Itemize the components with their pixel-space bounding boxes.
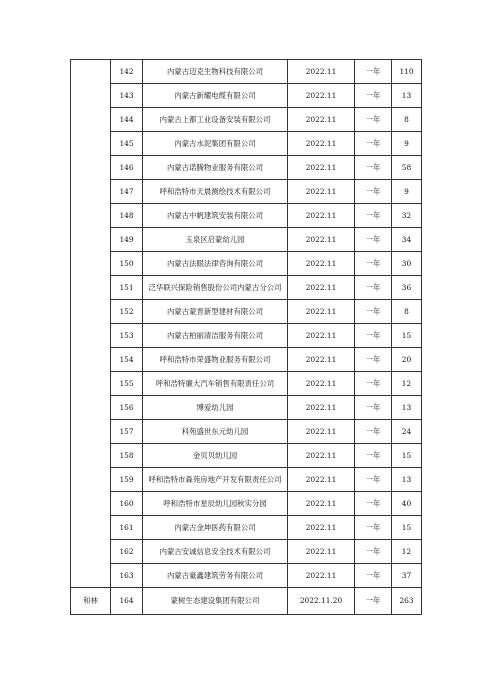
company-name-cell: 呼和浩特市星辰幼儿园秋实分园 bbox=[143, 492, 288, 516]
count-cell: 12 bbox=[392, 540, 422, 564]
row-number-cell: 145 bbox=[111, 132, 143, 156]
company-name-cell: 内蒙古豪鑫建筑劳务有限公司 bbox=[143, 564, 288, 588]
row-number-cell: 151 bbox=[111, 276, 143, 300]
count-cell: 13 bbox=[392, 84, 422, 108]
period-cell: 一年 bbox=[355, 492, 392, 516]
region-cell bbox=[71, 60, 111, 588]
period-cell: 一年 bbox=[355, 516, 392, 540]
table-row bbox=[71, 324, 422, 348]
company-name-cell: 蒙树生态建设集团有限公司 bbox=[143, 588, 288, 615]
count-cell: 15 bbox=[392, 516, 422, 540]
row-number-cell: 147 bbox=[111, 180, 143, 204]
table-row bbox=[71, 516, 422, 540]
table-row bbox=[71, 588, 422, 615]
date-cell: 2022.11 bbox=[288, 540, 355, 564]
company-name-cell: 内蒙古法眼法律咨询有限公司 bbox=[143, 252, 288, 276]
period-cell: 一年 bbox=[355, 540, 392, 564]
certification-table bbox=[70, 59, 422, 615]
row-number-cell: 158 bbox=[111, 444, 143, 468]
row-number-cell: 143 bbox=[111, 84, 143, 108]
company-name-cell: 内蒙古蒙晋新型建材有限公司 bbox=[143, 300, 288, 324]
table-row bbox=[71, 156, 422, 180]
period-cell: 一年 bbox=[355, 324, 392, 348]
row-number-cell: 161 bbox=[111, 516, 143, 540]
table-row bbox=[71, 252, 422, 276]
row-number-cell: 153 bbox=[111, 324, 143, 348]
company-name-cell: 泛华联兴保险销售股份公司内蒙古分公司 bbox=[143, 276, 288, 300]
count-cell: 8 bbox=[392, 300, 422, 324]
table-row bbox=[71, 108, 422, 132]
table-row bbox=[71, 564, 422, 588]
row-number-cell: 144 bbox=[111, 108, 143, 132]
table-row bbox=[71, 276, 422, 300]
date-cell: 2022.11 bbox=[288, 348, 355, 372]
date-cell: 2022.11 bbox=[288, 108, 355, 132]
company-name-cell: 呼和浩特市荣盛物业服务有限公司 bbox=[143, 348, 288, 372]
count-cell: 9 bbox=[392, 132, 422, 156]
table-row bbox=[71, 348, 422, 372]
count-cell: 263 bbox=[392, 588, 422, 615]
row-number-cell: 157 bbox=[111, 420, 143, 444]
period-cell: 一年 bbox=[355, 228, 392, 252]
date-cell: 2022.11 bbox=[288, 300, 355, 324]
table-row bbox=[71, 132, 422, 156]
count-cell: 12 bbox=[392, 372, 422, 396]
date-cell: 2022.11 bbox=[288, 324, 355, 348]
company-name-cell: 内蒙古迈克生物科技有限公司 bbox=[143, 60, 288, 84]
company-name-cell: 呼和浩特市森苑房地产开发有限责任公司 bbox=[143, 468, 288, 492]
date-cell: 2022.11 bbox=[288, 396, 355, 420]
row-number-cell: 155 bbox=[111, 372, 143, 396]
table-row bbox=[71, 396, 422, 420]
date-cell: 2022.11 bbox=[288, 492, 355, 516]
date-cell: 2022.11 bbox=[288, 276, 355, 300]
row-number-cell: 142 bbox=[111, 60, 143, 84]
date-cell: 2022.11 bbox=[288, 444, 355, 468]
period-cell: 一年 bbox=[355, 588, 392, 615]
company-name-cell: 金贝贝幼儿园 bbox=[143, 444, 288, 468]
row-number-cell: 152 bbox=[111, 300, 143, 324]
company-name-cell: 内蒙古上都工业设备安装有限公司 bbox=[143, 108, 288, 132]
period-cell: 一年 bbox=[355, 348, 392, 372]
period-cell: 一年 bbox=[355, 396, 392, 420]
date-cell: 2022.11 bbox=[288, 180, 355, 204]
period-cell: 一年 bbox=[355, 60, 392, 84]
count-cell: 13 bbox=[392, 396, 422, 420]
company-name-cell: 内蒙古金坤医药有限公司 bbox=[143, 516, 288, 540]
period-cell: 一年 bbox=[355, 420, 392, 444]
company-name-cell: 内蒙古水泥集团有限公司 bbox=[143, 132, 288, 156]
row-number-cell: 146 bbox=[111, 156, 143, 180]
period-cell: 一年 bbox=[355, 108, 392, 132]
count-cell: 40 bbox=[392, 492, 422, 516]
company-name-cell: 内蒙古新耀电缆有限公司 bbox=[143, 84, 288, 108]
date-cell: 2022.11 bbox=[288, 564, 355, 588]
count-cell: 58 bbox=[392, 156, 422, 180]
count-cell: 30 bbox=[392, 252, 422, 276]
period-cell: 一年 bbox=[355, 300, 392, 324]
count-cell: 37 bbox=[392, 564, 422, 588]
row-number-cell: 162 bbox=[111, 540, 143, 564]
period-cell: 一年 bbox=[355, 204, 392, 228]
period-cell: 一年 bbox=[355, 564, 392, 588]
date-cell: 2022.11.20 bbox=[288, 588, 355, 615]
row-number-cell: 148 bbox=[111, 204, 143, 228]
count-cell: 9 bbox=[392, 180, 422, 204]
company-name-cell: 玉泉区启蒙幼儿园 bbox=[143, 228, 288, 252]
period-cell: 一年 bbox=[355, 180, 392, 204]
table-row bbox=[71, 300, 422, 324]
date-cell: 2022.11 bbox=[288, 228, 355, 252]
company-name-cell: 博爱幼儿园 bbox=[143, 396, 288, 420]
period-cell: 一年 bbox=[355, 468, 392, 492]
count-cell: 34 bbox=[392, 228, 422, 252]
company-name-cell: 内蒙古诺腾物业服务有限公司 bbox=[143, 156, 288, 180]
date-cell: 2022.11 bbox=[288, 420, 355, 444]
date-cell: 2022.11 bbox=[288, 252, 355, 276]
table-row bbox=[71, 372, 422, 396]
company-name-cell: 呼和浩特廉大汽车销售有限责任公司 bbox=[143, 372, 288, 396]
period-cell: 一年 bbox=[355, 84, 392, 108]
company-name-cell: 内蒙古柏丽清洁服务有限公司 bbox=[143, 324, 288, 348]
count-cell: 24 bbox=[392, 420, 422, 444]
period-cell: 一年 bbox=[355, 276, 392, 300]
table-row bbox=[71, 204, 422, 228]
table-row bbox=[71, 228, 422, 252]
table-row bbox=[71, 84, 422, 108]
date-cell: 2022.11 bbox=[288, 468, 355, 492]
row-number-cell: 150 bbox=[111, 252, 143, 276]
period-cell: 一年 bbox=[355, 156, 392, 180]
date-cell: 2022.11 bbox=[288, 156, 355, 180]
period-cell: 一年 bbox=[355, 132, 392, 156]
count-cell: 15 bbox=[392, 324, 422, 348]
date-cell: 2022.11 bbox=[288, 132, 355, 156]
date-cell: 2022.11 bbox=[288, 84, 355, 108]
region-cell: 和林 bbox=[71, 588, 111, 615]
count-cell: 8 bbox=[392, 108, 422, 132]
row-number-cell: 156 bbox=[111, 396, 143, 420]
period-cell: 一年 bbox=[355, 252, 392, 276]
row-number-cell: 149 bbox=[111, 228, 143, 252]
company-name-cell: 内蒙古安诚信息安全技术有限公司 bbox=[143, 540, 288, 564]
row-number-cell: 154 bbox=[111, 348, 143, 372]
period-cell: 一年 bbox=[355, 444, 392, 468]
count-cell: 15 bbox=[392, 444, 422, 468]
row-number-cell: 160 bbox=[111, 492, 143, 516]
date-cell: 2022.11 bbox=[288, 516, 355, 540]
company-name-cell: 内蒙古中帆建筑安装有限公司 bbox=[143, 204, 288, 228]
row-number-cell: 159 bbox=[111, 468, 143, 492]
row-number-cell: 163 bbox=[111, 564, 143, 588]
count-cell: 20 bbox=[392, 348, 422, 372]
table-row bbox=[71, 468, 422, 492]
table-row bbox=[71, 60, 422, 84]
count-cell: 110 bbox=[392, 60, 422, 84]
company-name-cell: 呼和浩特市天晨测绘技术有限公司 bbox=[143, 180, 288, 204]
table-row bbox=[71, 180, 422, 204]
date-cell: 2022.11 bbox=[288, 372, 355, 396]
table-row bbox=[71, 540, 422, 564]
count-cell: 32 bbox=[392, 204, 422, 228]
count-cell: 36 bbox=[392, 276, 422, 300]
count-cell: 13 bbox=[392, 468, 422, 492]
date-cell: 2022.11 bbox=[288, 204, 355, 228]
date-cell: 2022.11 bbox=[288, 60, 355, 84]
period-cell: 一年 bbox=[355, 372, 392, 396]
company-name-cell: 科苑盛世东元幼儿园 bbox=[143, 420, 288, 444]
table-body bbox=[71, 60, 422, 615]
table-row bbox=[71, 492, 422, 516]
row-number-cell: 164 bbox=[111, 588, 143, 615]
table-row bbox=[71, 444, 422, 468]
table-row bbox=[71, 420, 422, 444]
